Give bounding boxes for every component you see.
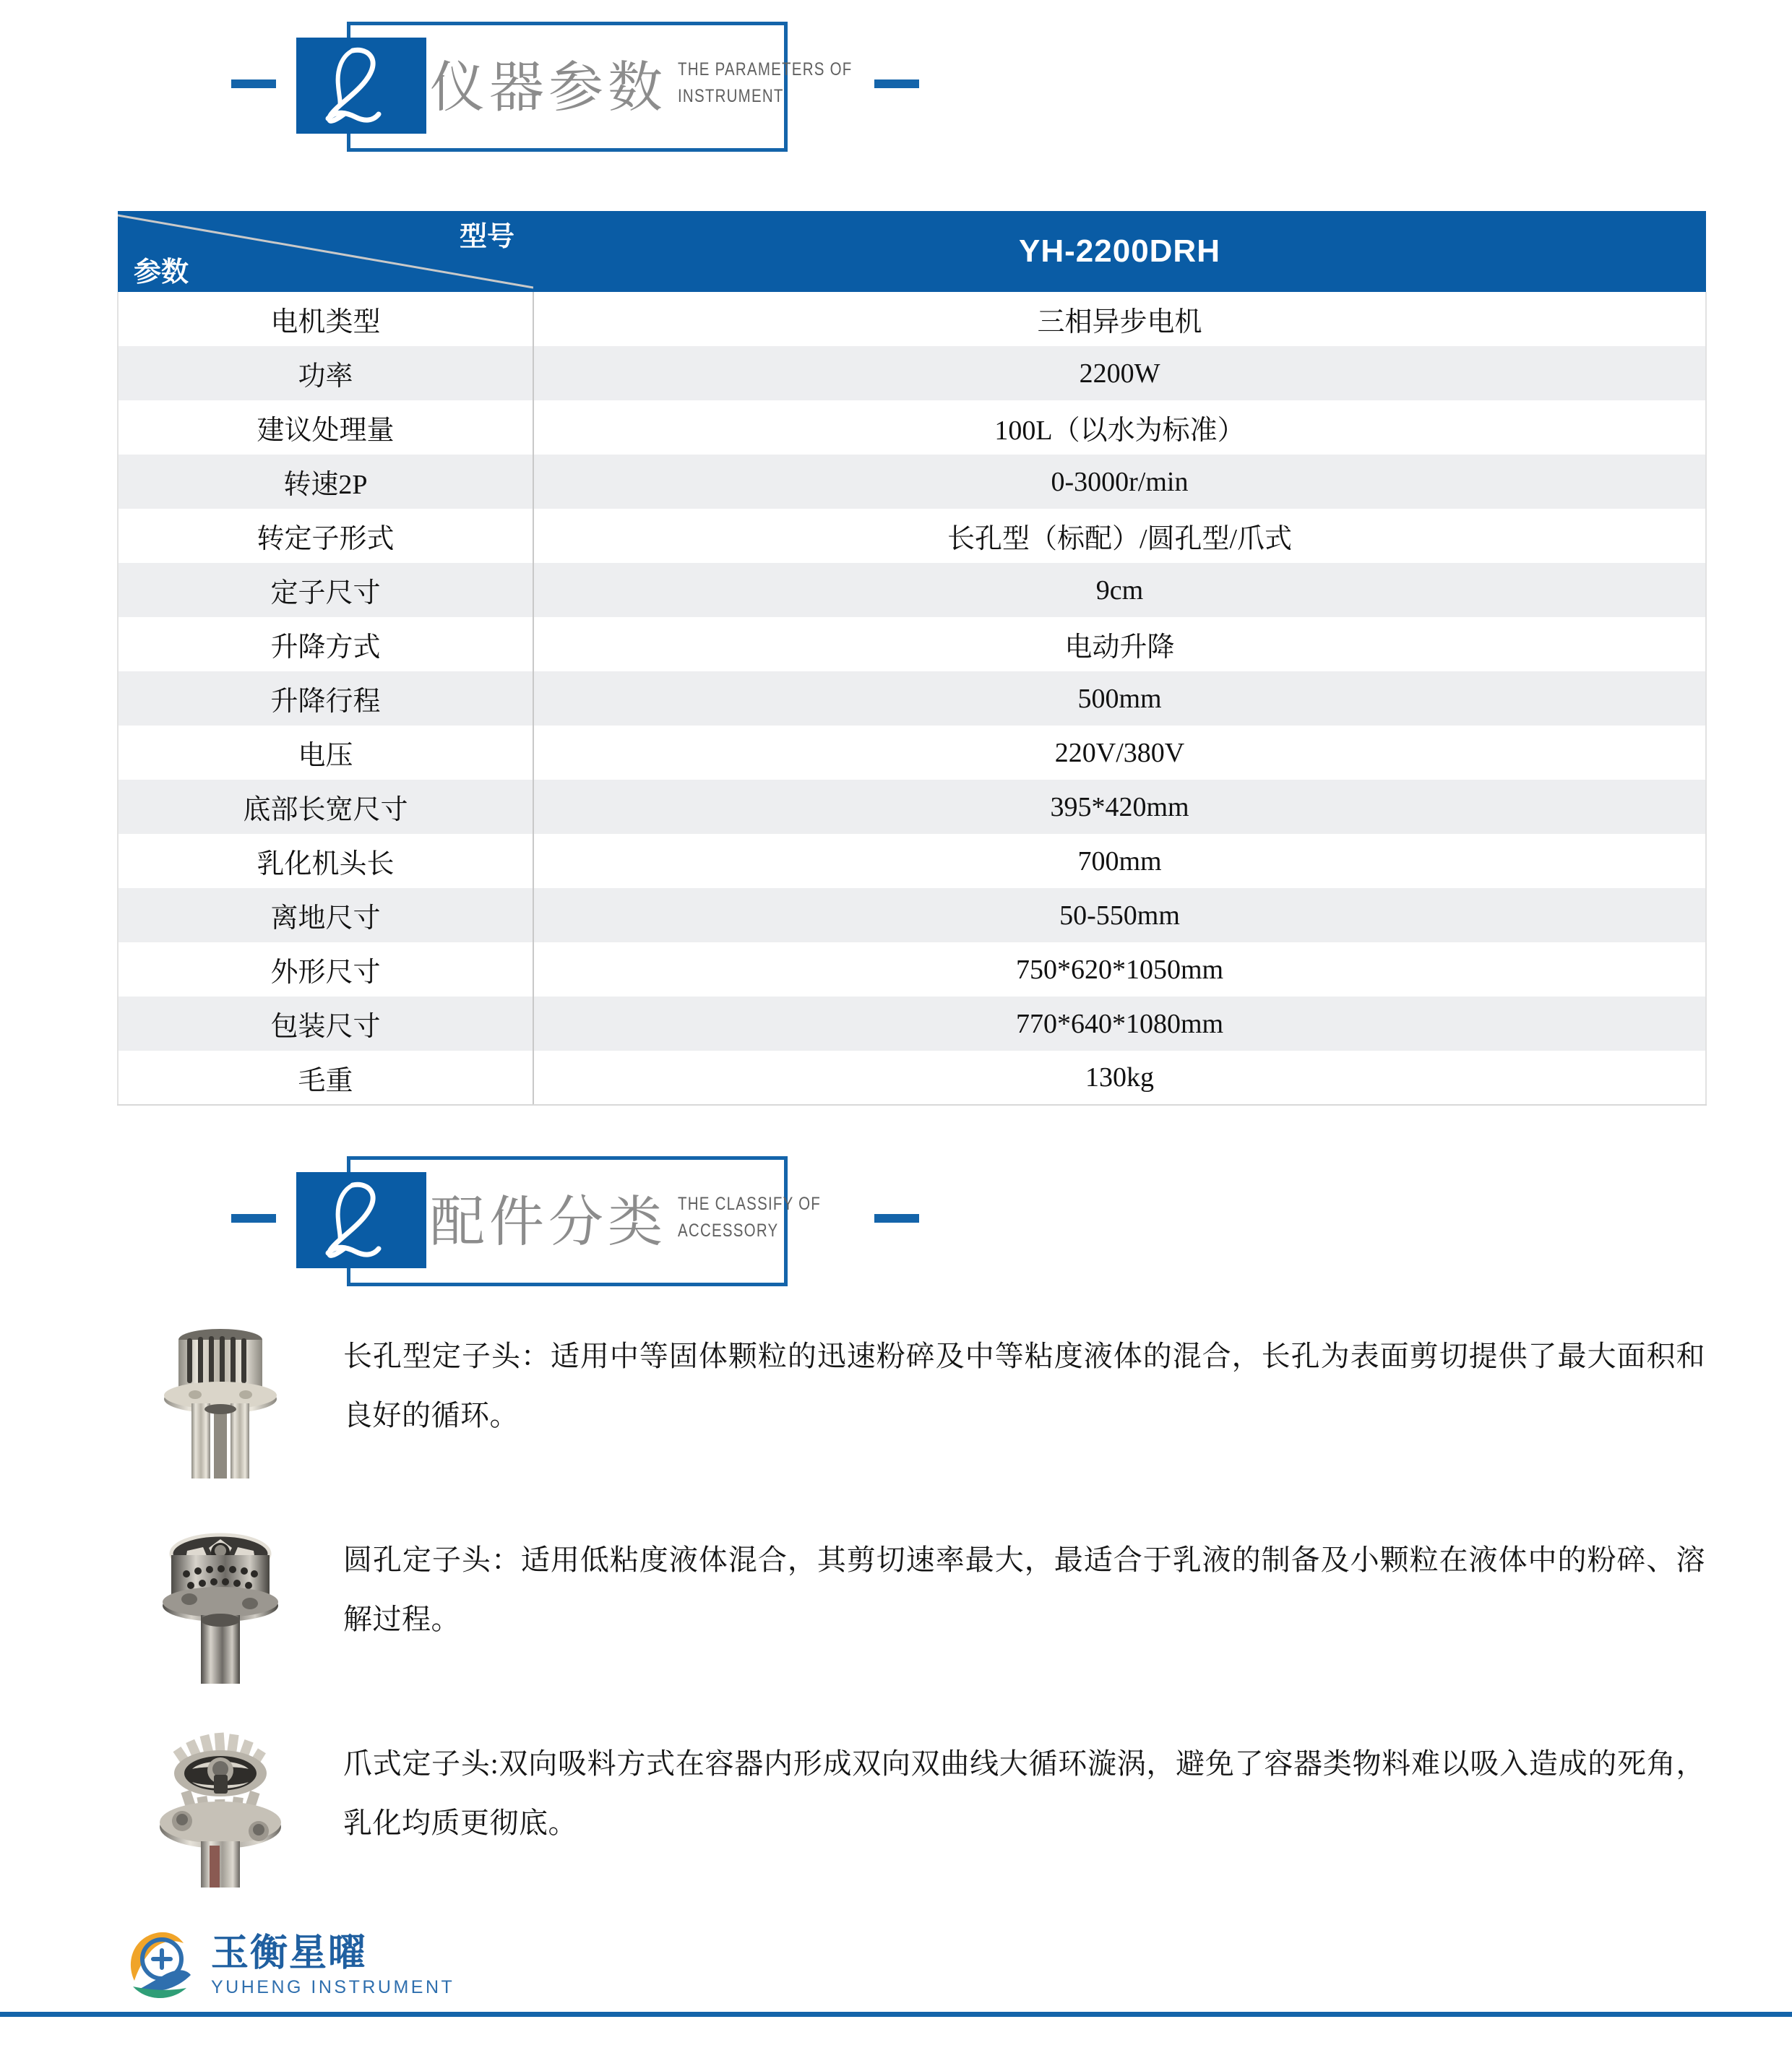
table-header-corner-cell [118, 211, 533, 292]
table-cell-value: 电动升降 [533, 617, 1706, 671]
table-row [118, 509, 1706, 563]
table-row [118, 671, 1706, 726]
table-cell-value: 500mm [533, 671, 1706, 726]
table-cell-parameter: 乳化机头长 [118, 834, 533, 888]
section-banner-accessory [231, 1149, 1004, 1294]
accessory-item [130, 1314, 1705, 1480]
table-cell-parameter: 建议处理量 [118, 400, 533, 455]
table-cell-value: 三相异步电机 [533, 292, 1706, 346]
section-title-cn: 仪器参数 [430, 58, 667, 119]
table-cell-parameter: 底部长宽尺寸 [118, 780, 533, 834]
section-title-en-line2: ACCESSORY [678, 1221, 779, 1241]
table-cell-parameter: 毛重 [118, 1051, 533, 1105]
table-cell-value: 9cm [533, 563, 1706, 617]
section-title-cn: 配件分类 [430, 1192, 667, 1253]
section-title-en [678, 56, 853, 110]
company-logo [121, 1927, 455, 2005]
table-row [118, 780, 1706, 834]
header-model-value: YH-2200DRH [533, 211, 1706, 292]
banner-dash-left-icon [231, 1214, 276, 1223]
table-cell-parameter: 外形尺寸 [118, 942, 533, 997]
company-name-en: YUHENG INSTRUMENT [211, 1977, 455, 1997]
banner-dash-right-icon [874, 1214, 919, 1223]
section-title-en-line1: THE CLASSIFY OF [678, 1194, 822, 1214]
table-row [118, 942, 1706, 997]
section-banner-parameters [231, 14, 1004, 159]
header-model-label: 型号 [459, 222, 514, 252]
table-cell-parameter: 转定子形式 [118, 509, 533, 563]
accessory-description: 圆孔定子头：适用低粘度液体混合，其剪切速率最大，最适合于乳液的制备及小颗粒在液体中的粉碎、溶解过程。 [343, 1544, 1705, 1635]
table-cell-value: 100L（以水为标准） [533, 400, 1706, 455]
banner-dash-right-icon [874, 79, 919, 88]
table-row [118, 997, 1706, 1051]
accessory-description: 长孔型定子头：适用中等固体颗粒的迅速粉碎及中等粘度液体的混合，长孔为表面剪切提供了最大面积和良好的循环。 [343, 1340, 1705, 1432]
table-row [118, 292, 1706, 346]
table-cell-parameter: 包装尺寸 [118, 997, 533, 1051]
table-cell-parameter: 定子尺寸 [118, 563, 533, 617]
table-cell-parameter: 升降方式 [118, 617, 533, 671]
table-cell-value: 0-3000r/min [533, 455, 1706, 509]
section-title-en-line2: INSTRUMENT [678, 86, 784, 106]
table-row [118, 563, 1706, 617]
page-footer [0, 1933, 1792, 2066]
table-row [118, 888, 1706, 942]
table-row [118, 617, 1706, 671]
table-row [118, 834, 1706, 888]
table-cell-value: 50-550mm [533, 888, 1706, 942]
table-cell-value: 770*640*1080mm [533, 997, 1706, 1051]
accessory-description: 爪式定子头:双向吸料方式在容器内形成双向双曲线大循环漩涡，避免了容器类物料难以吸入造成的死角，乳化均质更彻底。 [343, 1747, 1705, 1839]
brand-quill-badge-icon [296, 1172, 426, 1268]
table-cell-value: 130kg [533, 1051, 1706, 1105]
section-title-en-line1: THE PARAMETERS OF [678, 59, 853, 79]
accessory-item [130, 1518, 1705, 1684]
slotted-stator-head-photo [130, 1314, 311, 1480]
table-cell-parameter: 电机类型 [118, 292, 533, 346]
table-cell-parameter: 离地尺寸 [118, 888, 533, 942]
table-cell-value: 750*620*1050mm [533, 942, 1706, 997]
table-cell-parameter: 电压 [118, 726, 533, 780]
banner-dash-left-icon [231, 79, 276, 88]
specification-table [117, 211, 1707, 1106]
table-body [118, 292, 1706, 1105]
table-cell-value: 长孔型（标配）/圆孔型/爪式 [533, 509, 1706, 563]
brand-quill-badge-icon [296, 38, 426, 134]
round-hole-stator-head-photo [130, 1518, 311, 1684]
accessory-list [130, 1314, 1705, 1925]
footer-divider [0, 2012, 1792, 2017]
company-name-block [202, 1933, 455, 2000]
claw-stator-head-photo [130, 1721, 311, 1888]
table-row [118, 726, 1706, 780]
table-cell-value: 2200W [533, 346, 1706, 400]
table-cell-value: 395*420mm [533, 780, 1706, 834]
company-name-cn: 玉衡星曜 [211, 1933, 368, 1974]
yuheng-logo-icon [121, 1927, 202, 2005]
section-title-en [678, 1191, 821, 1244]
table-row [118, 346, 1706, 400]
table-cell-parameter: 功率 [118, 346, 533, 400]
table-row [118, 1051, 1706, 1105]
table-head [118, 211, 1706, 292]
table-row [118, 455, 1706, 509]
table-cell-parameter: 转速2P [118, 455, 533, 509]
table-cell-value: 220V/380V [533, 726, 1706, 780]
header-param-label: 参数 [134, 257, 189, 288]
table-row [118, 400, 1706, 455]
table-header-row [118, 211, 1706, 292]
table-cell-value: 700mm [533, 834, 1706, 888]
accessory-item [130, 1721, 1705, 1888]
table-cell-parameter: 升降行程 [118, 671, 533, 726]
